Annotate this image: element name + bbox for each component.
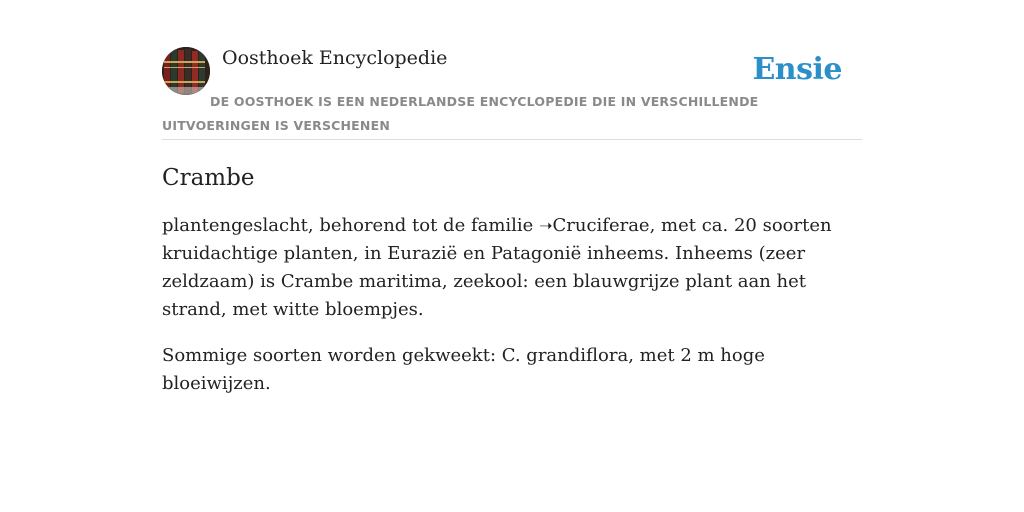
- site-title[interactable]: Oosthoek Encyclopedie: [222, 47, 448, 69]
- ensie-logo-link[interactable]: Ensie: [752, 52, 842, 87]
- cultivation-paragraph: Sommige soorten worden gekweekt: C. grandiflora, met 2 m hoge bloeiwijzen.: [162, 345, 765, 394]
- definition-text-start: plantengeslacht, behorend tot de familie: [162, 215, 540, 236]
- entry-title: Crambe: [162, 165, 255, 191]
- arrow-right-icon: ➝: [539, 216, 553, 235]
- encyclopedia-avatar[interactable]: [162, 47, 210, 95]
- definition-text-end: , met ca. 20 soorten kruidachtige planten, in Eurazië en Patagonië inheems. Inheems (zeer zeldzaam) is Crambe maritima, zeekool: een blauwgrijze plant aan het strand, met witte bloempjes.: [162, 215, 832, 320]
- site-tagline: DE OOSTHOEK IS EEN NEDERLANDSE ENCYCLOPEDIE DIE IN VERSCHILLENDE UITVOERINGEN IS VERSCHENEN: [162, 94, 759, 133]
- page: [162, 0, 862, 398]
- xref-link-cruciferae[interactable]: [539, 215, 650, 236]
- definition-paragraph: [162, 212, 862, 324]
- article: [162, 140, 862, 398]
- xref-label: Cruciferae: [552, 215, 650, 236]
- site-header: [162, 0, 862, 140]
- book-spines-icon: [162, 47, 210, 95]
